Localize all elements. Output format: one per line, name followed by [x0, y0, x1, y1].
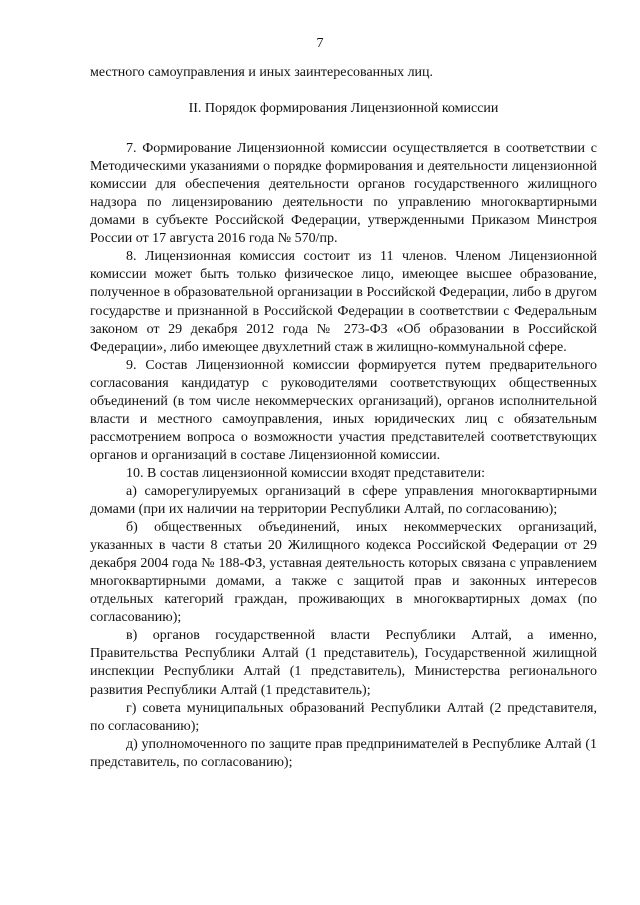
paragraph-10-v: в) органов государственной власти Республики Алтай, а именно, Правительства Республики Алтай (1 представитель), Государственной жилищной инспекции Республики Алтай (1 представитель), Министерства регионального развития Республики Алтай (1 представитель); [90, 628, 597, 698]
paragraph-10-b: б) общественных объединений, иных некоммерческих организаций, указанных в части 8 статьи 20 Жилищного кодекса Российской Федерации от 29 декабря 2004 года № 188-ФЗ, уставная деятельность которых связана с управлением многоквартирными домами, а также с защитой прав и законных интересов отдельных категорий граждан, проживающих в многоквартирных домах (по согласованию); [90, 520, 597, 626]
paragraph-9: 9. Состав Лицензионной комиссии формируется путем предварительного согласования кандидатур с руководителями соответствующих общественных объединений (в том числе некоммерческих организаций), органов исполнительной власти и местного самоуправления, иных юридических лиц с обязательным рассмотрением вопроса о возможности участия представителей соответствующих органов и организаций в составе Лицензионной комиссии. [90, 357, 597, 463]
intro-line: местного самоуправления и иных заинтересованных лиц. [90, 65, 434, 80]
paragraph-10: 10. В состав лицензионной комиссии входят представители: [126, 465, 486, 481]
document-body [90, 64, 597, 772]
paragraph-8: 8. Лицензионная комиссия состоит из 11 членов. Членом Лицензионной комиссии может быть только физическое лицо, имеющее высшее образование, полученное в образовательной организации в Российской Федерации, либо в другом государстве и признанной в Российской Федерации в соответствии с Федеральным законом от 29 декабря 2012 года № 273-ФЗ «Об образовании в Российской Федерации», либо имеющее двухлетний стаж в жилищно-коммунальной сфере. [90, 249, 597, 355]
paragraph-10-g: г) совета муниципальных образований Республики Алтай (2 представителя, по согласованию); [90, 700, 597, 734]
page-number: 7 [316, 36, 324, 51]
paragraph-10-d: д) уполномоченного по защите прав предпринимателей в Республике Алтай (1 представитель, по согласованию); [90, 736, 597, 770]
section-heading: II. Порядок формирования Лицензионной комиссии [188, 101, 499, 117]
paragraph-7: 7. Формирование Лицензионной комиссии осуществляется в соответствии с Методическими указаниями о порядке формирования и деятельности лицензионной комиссии для обеспечения деятельности органов государственного жилищного надзора по лицензированию деятельности по управлению многоквартирными домами в субъекте Российской Федерации, утвержденными Приказом Минстроя России от 17 августа 2016 года № 570/пр. [90, 141, 597, 247]
paragraph-10-a: а) саморегулируемых организаций в сфере управления многоквартирными домами (при их наличии на территории Республики Алтай, по согласованию); [90, 483, 597, 518]
